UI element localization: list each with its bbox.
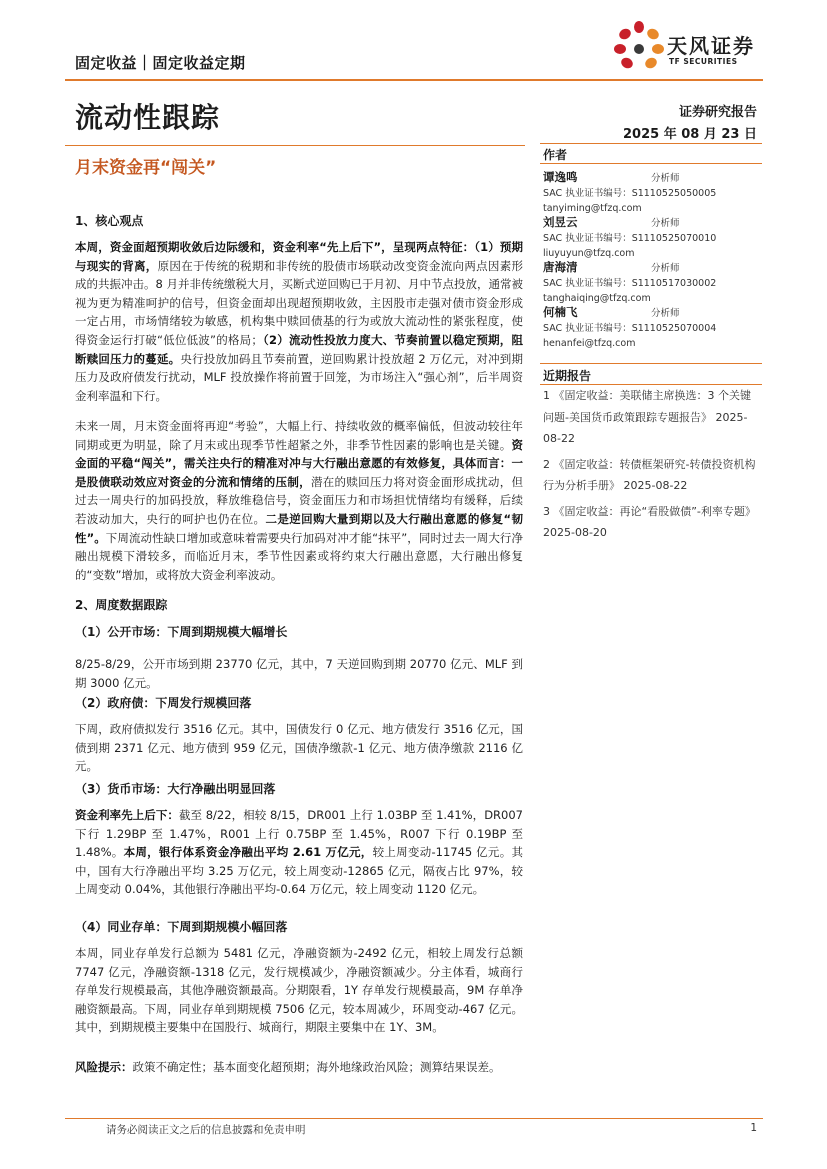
section-heading: 1、核心观点 [75,214,144,228]
author-card [543,259,763,305]
paragraph-core-1 [75,238,523,405]
section-heading-core [75,212,523,231]
logo-chinese-text: 天风证券 [667,34,755,58]
author-name: 刘昱云 [543,215,578,229]
bold-text: 二是逆回购大量到期以及大行融出意愿的修复“韧性”。 [75,511,524,545]
body-text: 下周，政府债拟发行 3516 亿元。其中，国债发行 0 亿元、地方债发行 3516 亿元，国债到期 2371 亿元、地方债到 959 亿元，国债净缴款-1 亿元、地方债净缴款 2116 亿元。 [75,722,523,774]
recent-reports-list [543,385,761,548]
footer-disclaimer: 请务必阅读正文之后的信息披露和免责申明 [106,1124,306,1136]
subheading-money-market [75,780,523,799]
author-cert: SAC 执业证书编号：S1110525070010 [543,233,717,244]
report-category: 固定收益｜固定收益定期 [75,54,246,72]
body-text: 下周流动性缺口增加或意味着需要央行加码对冲才能“抹平”，同时过去一周大行净融出规模下滑较多，而临近月末，季节性因素或将约束大行融出意愿，大行融出修复的“变数”增加，或将放大资金利率波动。 [75,530,523,582]
report-subtitle: 月末资金再“闯关” [75,158,217,178]
authors-divider [540,163,762,164]
bold-text: 本周，银行体系资金净融出平均 2.61 万亿元， [123,845,373,860]
author-cert: SAC 执业证书编号：S1110525070004 [543,323,717,334]
recent-report-link[interactable]: 1 《固定收益：美联储主席换选：3 个关键问题-美国货币政策跟踪专题报告》 2025-08-22 [543,389,751,445]
author-cert: SAC 执业证书编号：S1110525050005 [543,188,717,199]
author-role: 分析师 [651,263,680,274]
author-card [543,214,763,260]
subheading-ncd [75,918,523,937]
author-name: 唐海清 [543,260,578,274]
body-text: 潜在的赎回压力将对资金面形成扰动，但过去一周央行的加码投放，释放维稳信号，资金面压力和市场担忧情绪均有缓释，后续若波动加大，央行的呵护也仍在位。 [75,474,524,526]
subheading: （2）政府债：下周发行规模回落 [75,696,252,710]
author-email[interactable]: henanfei@tfzq.com [543,338,636,349]
body-text: 8/25-8/29，公开市场到期 23770 亿元，其中，7 天逆回购到期 20770 亿元、MLF 到期 3000 亿元。 [75,657,523,690]
header-divider [65,79,763,81]
bold-text: 资金利率先上后下： [75,808,179,822]
author-email[interactable]: tanyiming@tfzq.com [543,203,642,214]
body-text: 本周，同业存单发行总额为 5481 亿元，净融资额为-2492 亿元，相较上周发行总额 7747 亿元，净融资额-1318 亿元，发行规模减少，净融资额减少。分主体看，城商行存单发行规模最高，其他净融资额最高。分期限看，1Y 存单发行规模最高，9M 存单净融资额最高。下周，同业存单到期规模 7506 亿元，较本周减少，环周变动-467 亿元。其中，到期规模主要集中在国股行、城商行，期限主要集中在 1Y、3M。 [75,946,523,1035]
report-type: 证券研究报告 [678,105,757,120]
body-text: 较上周变动-11745 亿元。其中，国有大行净融出平均 3.25 万亿元，较上周变动-12865 亿元，隔夜占比 97%，较上周变动 0.04%，其他银行净融出平均-0.64 万亿元，较上周变动 1120 亿元。 [75,845,523,897]
author-role: 分析师 [651,218,680,229]
footer-divider [65,1118,763,1119]
bold-text: 资金面的平稳“闯关”，需关注央行的精准对冲与大行融出意愿的有效修复，具体而言：一是股债联动效应对资金的分流和情绪的压制， [75,437,523,489]
recent-top-divider [540,363,762,364]
subheading: （1）公开市场：下周到期规模大幅增长 [75,625,288,639]
subheading: （4）同业存单：下周到期规模小幅回落 [75,920,288,934]
author-email[interactable]: liuyuyun@tfzq.com [543,248,635,259]
author-role: 分析师 [651,173,680,184]
paragraph-money-market [75,806,523,899]
paragraph-ncd [75,944,523,1037]
title-divider [65,145,525,146]
body-text: 截至 8/22，相较 8/15，DR001 上行 1.03BP 至 1.41%，DR007 下行 1.29BP 至 1.47%，R001 上行 0.75BP 至 1.45%，R007 下行 0.19BP 至 1.48%。 [75,808,523,860]
author-card [543,169,763,215]
body-text: 未来一周，月末资金面将再迎“考验”，大幅上行、持续收敛的概率偏低，但波动较往年同期或更为明显，除了月末或出现季节性超紧之外，非季节性因素的影响也是关键。 [75,419,523,452]
body-text: 原因在于传统的税期和非传统的股债市场联动改变资金流向两点因素形成的共振冲击。8 月并非传统缴税大月，买断式逆回购已于月初、月中节点投放，通常被视为更为精准呵护的信号，但资金面却出现超预期收敛，主因股市走强对债市资金形成一定占用，市场情绪较为敏感，机构集中赎回债基的行为或放大流动性的紧张程度，使得资金运行打破“低位低波”的格局； [75,258,524,347]
paragraph-open-market [75,655,523,692]
section-heading-data [75,596,523,615]
section-heading: 2、周度数据跟踪 [75,598,168,612]
bold-text: 本周，资金面超预期收敛后边际缓和，资金利率“先上后下”，呈现两点特征：（1）预期与现实的背离， [75,240,523,273]
company-logo [612,20,762,72]
authors-top-divider [540,143,762,144]
subheading-open-market [75,623,523,642]
body-text: 央行投放加码且节奏前置，逆回购累计投放超 2 万亿元，对冲到期压力及政府债发行扰动，MLF 投放操作将前置于回笼，为市场注入“强心剂”，后半周资金利率温和下行。 [75,351,524,403]
paragraph-core-2 [75,417,523,584]
report-title: 流动性跟踪 [75,101,221,134]
recent-heading: 近期报告 [543,369,592,383]
paragraph-risk [75,1058,523,1077]
report-date: 2025 年 08 月 23 日 [623,127,757,142]
recent-report-link[interactable]: 3 《固定收益：再论“看股做债”-利率专题》 2025-08-20 [543,504,756,539]
author-email[interactable]: tanghaiqing@tfzq.com [543,293,651,304]
recent-report-link[interactable]: 2 《固定收益：转债框架研究-转债投资机构行为分析手册》 2025-08-22 [543,457,756,492]
authors-heading: 作者 [543,148,568,162]
subheading: （3）货币市场：大行净融出明显回落 [75,782,276,796]
author-name: 谭逸鸣 [543,170,578,184]
subheading-gov-bonds [75,694,523,713]
paragraph-gov-bonds [75,720,523,776]
body-text: 政策不确定性；基本面变化超预期；海外地缘政治风险；测算结果误差。 [132,1060,501,1074]
author-cert: SAC 执业证书编号：S1110517030002 [543,278,717,289]
bold-text: 风险提示： [75,1060,133,1074]
author-name: 何楠飞 [543,305,578,319]
author-role: 分析师 [651,308,680,319]
bold-text: （2）流动性投放力度大、节奏前置以稳定预期，阻断赎回压力的蔓延。 [75,332,524,366]
logo-english-text: TF SECURITIES [669,57,738,66]
logo-mark-icon [612,20,666,72]
page-number: 1 [750,1122,757,1134]
author-card [543,304,763,350]
